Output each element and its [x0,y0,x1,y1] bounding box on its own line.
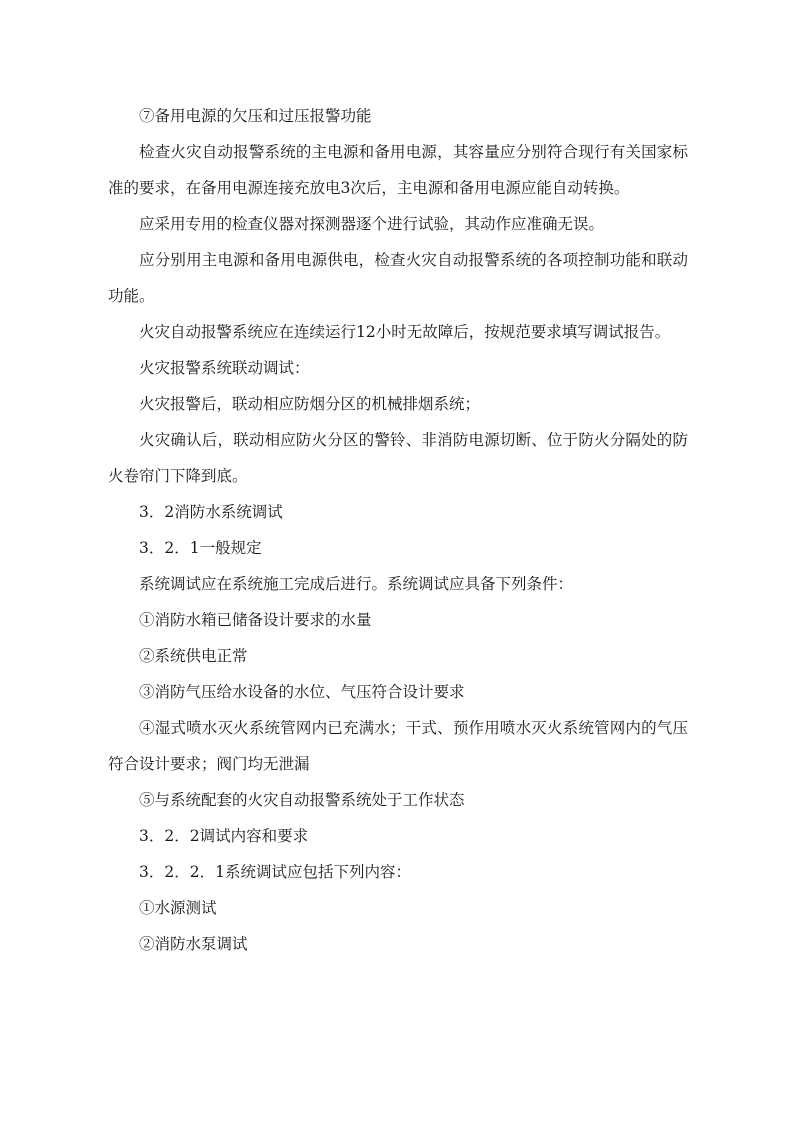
paragraph-continuous-run: 火灾自动报警系统应在连续运行12小时无故障后，按规范要求填写调试报告。 [139,323,671,341]
section-heading-3-2-1: 3．2．1一般规定 [139,539,262,557]
section-heading-3-2-2-1: 3．2．2．1系统调试应包括下列内容： [139,863,411,881]
paragraph-detector-test: 应采用专用的检查仪器对探测器逐个进行试验，其动作应准确无误。 [139,215,605,233]
document-body [108,98,688,962]
list-item-4: ④湿式喷水灭火系统管网内已充满水；干式、预作用喷水灭火系统管网内的气压符合设计要求；阀门均无泄漏 [108,719,688,773]
list-item-water-source: ①水源测试 [139,899,217,917]
paragraph-standby-power-alarm: ⑦备用电源的欠压和过压报警功能 [139,107,372,125]
list-item-5: ⑤与系统配套的火灾自动报警系统处于工作状态 [139,791,465,809]
section-heading-3-2-2: 3．2．2调试内容和要求 [139,827,309,845]
paragraph-control-check: 应分别用主电源和备用电源供电，检查火灾自动报警系统的各项控制功能和联动功能。 [108,251,688,305]
paragraph-linkage-heading: 火灾报警系统联动调试： [139,359,310,377]
list-item-1: ①消防水箱已储备设计要求的水量 [139,611,372,629]
paragraph-power-check: 检查火灾自动报警系统的主电源和备用电源，其容量应分别符合现行有关国家标准的要求，在备用电源连接充放电3次后，主电源和备用电源应能自动转换。 [108,143,688,197]
paragraph-test-conditions: 系统调试应在系统施工完成后进行。系统调试应具备下列条件： [139,575,574,593]
list-item-3: ③消防气压给水设备的水位、气压符合设计要求 [139,683,465,701]
list-item-pump: ②消防水泵调试 [139,935,248,953]
paragraph-smoke-exhaust: 火灾报警后，联动相应防烟分区的机械排烟系统； [139,395,481,413]
section-heading-3-2: 3．2消防水系统调试 [139,503,283,521]
list-item-2: ②系统供电正常 [139,647,248,665]
paragraph-fire-confirm: 火灾确认后，联动相应防火分区的警铃、非消防电源切断、位于防火分隔处的防火卷帘门下降到底。 [108,431,688,485]
